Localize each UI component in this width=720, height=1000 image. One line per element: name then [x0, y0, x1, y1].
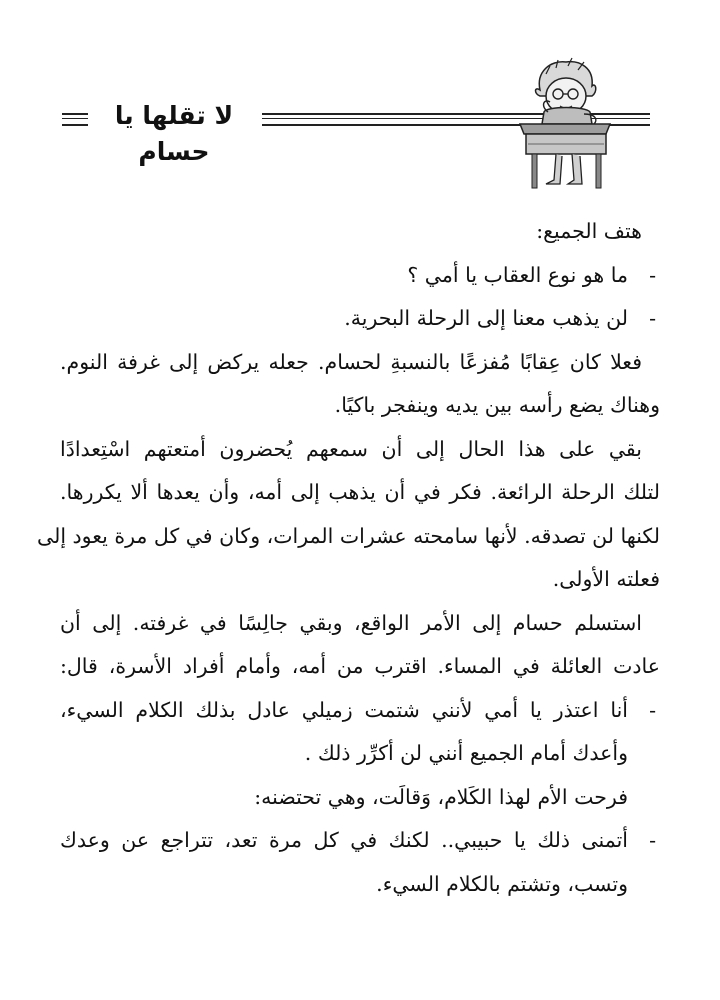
dialogue-text: ما هو نوع العقاب يا أمي ؟ — [407, 262, 628, 287]
page-header — [0, 0, 720, 200]
dialogue-line — [60, 819, 660, 863]
dialogue-text: أنا اعتذر يا أمي لأنني شتمت زميلي عادل بذلك الكلام السيء، — [60, 697, 628, 722]
bullet-dash: - — [649, 306, 656, 330]
dialogue-line — [60, 297, 660, 341]
paragraph-line: فعلته الأولى. — [552, 567, 660, 591]
chapter-title: لا تقلها يا حسام — [114, 101, 234, 166]
header-rule-left — [62, 113, 88, 126]
bullet-dash: - — [649, 828, 656, 852]
dialogue-line — [60, 254, 660, 298]
dialogue-text: أتمنى ذلك يا حبيبي.. لكنك في كل مرة تعد، تتراجع عن وعدك — [60, 828, 628, 852]
dialogue-continuation: وتسب، وتشتم بالكلام السيء. — [376, 871, 628, 896]
paragraph-line: بقي على هذا الحال إلى أن سمعهم يُحضرون أمتعتهم اسْتِعدادًا — [60, 436, 642, 461]
paragraph-line: لتلك الرحلة الرائعة. فكر في أن يذهب إلى أمه، وأن يعدها ألا يكررها. — [60, 480, 660, 504]
dialogue-line — [60, 689, 660, 733]
dialogue-text: لن يذهب معنا إلى الرحلة البحرية. — [344, 306, 628, 330]
paragraph-line: فعلا كان عِقابًا مُفزعًا بالنسبةِ لحسام. جعله يركض إلى غرفة النوم. — [60, 349, 642, 374]
paragraph-line: هتف الجميع: — [536, 219, 642, 243]
paragraph-line: فرحت الأم لهذا الكَلام، وَقالَت، وهي تحتضنه: — [254, 784, 628, 809]
boy-at-desk-icon — [510, 52, 620, 192]
bullet-dash: - — [649, 697, 656, 722]
paragraph-line: لكنها لن تصدقه. لأنها سامحته عشرات المرات، وكان في كل مرة يعود إلى — [37, 523, 660, 548]
dialogue-continuation: وأعدك أمام الجميع أنني لن أكرِّر ذلك . — [304, 741, 628, 765]
paragraph-line: وهناك يضع رأسه بين يديه وينفجر باكيًا. — [334, 393, 660, 417]
paragraph-line: استسلم حسام إلى الأمر الواقع، وبقي جالِسًا في غرفته. إلى أن — [60, 610, 642, 635]
paragraph-line: عادت العائلة في المساء. اقترب من أمه، وأمام أفراد الأسرة، قال: — [60, 654, 660, 678]
story-text — [37, 210, 660, 906]
bullet-dash: - — [649, 262, 656, 287]
